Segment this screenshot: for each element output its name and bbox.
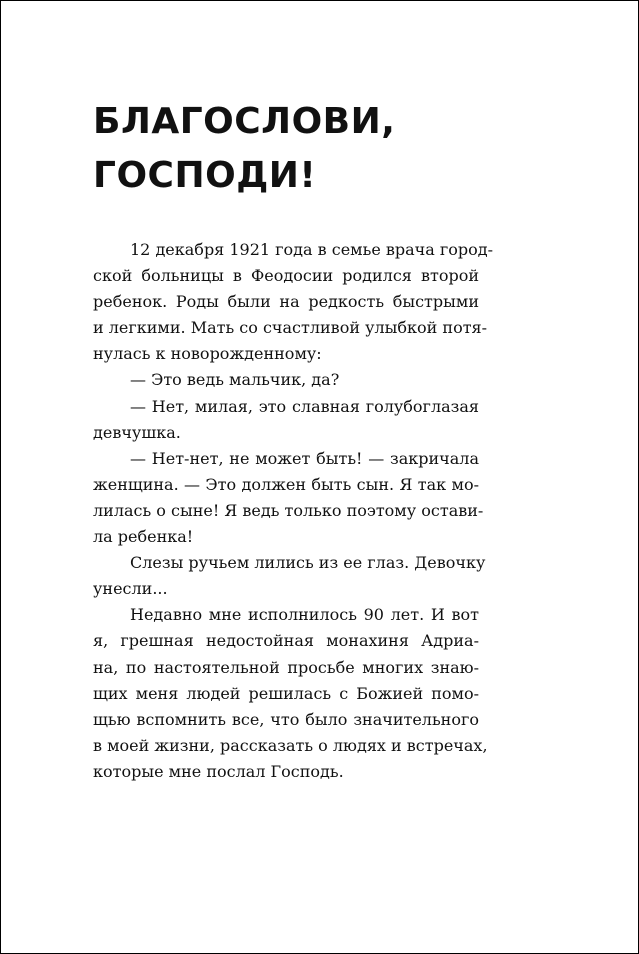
text-line: женщина. — Это должен быть сын. Я так мо- bbox=[93, 474, 479, 494]
text-line: — Нет, милая, это славная голубоглазая bbox=[130, 396, 479, 416]
chapter-title-line-1: БЛАГОСЛОВИ, bbox=[93, 101, 396, 142]
text-line: щих меня людей решилась с Божией помо- bbox=[93, 683, 479, 703]
text-line: лилась о сыне! Я ведь только поэтому остави- bbox=[93, 500, 484, 520]
chapter-body bbox=[93, 237, 494, 785]
text-line: девчушка. bbox=[93, 422, 181, 442]
text-line: и легкими. Мать со счастливой улыбкой потя- bbox=[93, 318, 488, 338]
text-line: ской больницы в Феодосии родился второй bbox=[93, 266, 479, 286]
text-line: Недавно мне исполнилось 90 лет. И вот bbox=[130, 605, 479, 625]
text-line: унесли... bbox=[93, 579, 168, 599]
chapter-title bbox=[93, 95, 395, 203]
text-line: Слезы ручьем лились из ее глаз. Девочку bbox=[130, 553, 486, 573]
text-line: ребенок. Роды были на редкость быстрыми bbox=[93, 292, 479, 312]
text-line: нулась к новорожденному: bbox=[93, 344, 322, 364]
text-line: на, по настоятельной просьбе многих знаю- bbox=[93, 657, 479, 677]
chapter-title-line-2: ГОСПОДИ! bbox=[93, 155, 317, 196]
text-line: — Нет-нет, не может быть! — закричала bbox=[130, 448, 479, 468]
text-line: ла ребенка! bbox=[93, 527, 194, 547]
text-line: в моей жизни, рассказать о людях и встречах, bbox=[93, 735, 488, 755]
text-line: щью вспомнить все, что было значительного bbox=[93, 709, 479, 729]
text-line: которые мне послал Господь. bbox=[93, 761, 344, 781]
text-line: я, грешная недостойная монахиня Адриа- bbox=[93, 631, 479, 651]
text-line: — Это ведь мальчик, да? bbox=[130, 370, 340, 390]
text-line: 12 декабря 1921 года в семье врача город- bbox=[130, 240, 494, 259]
